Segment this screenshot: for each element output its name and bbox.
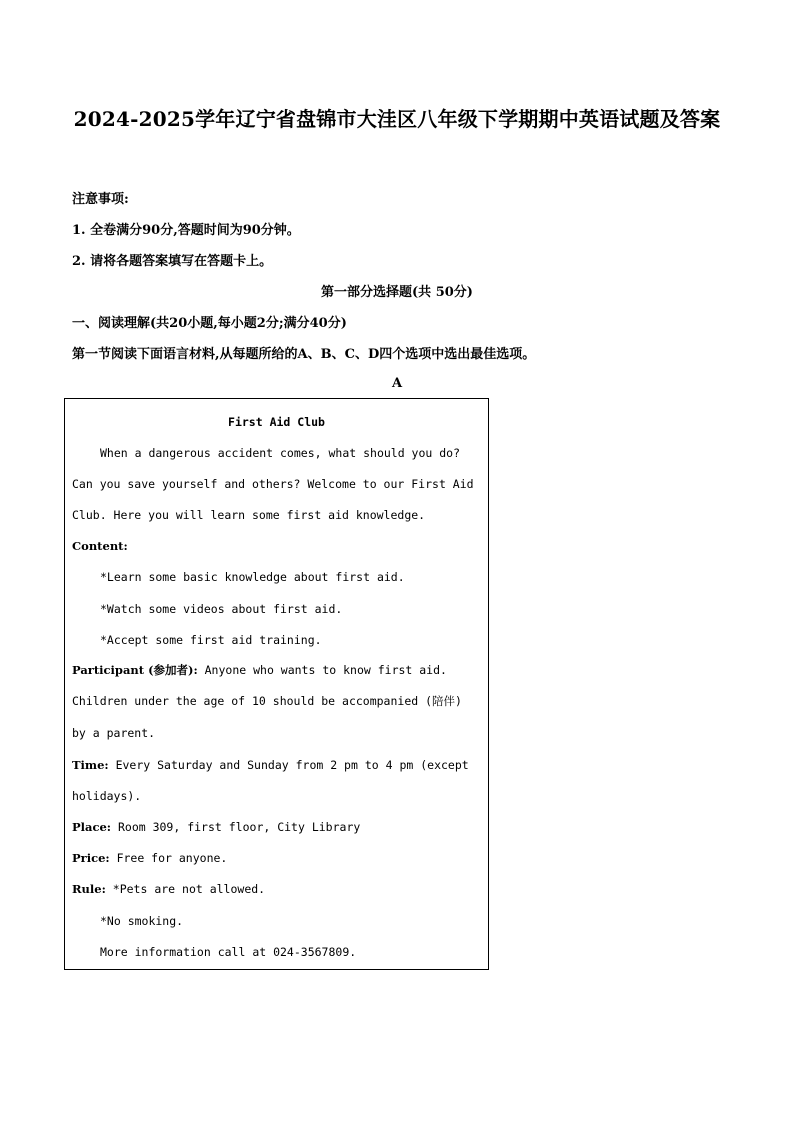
card-intro-line: When a dangerous accident comes, what should you do? xyxy=(100,446,461,460)
notes-heading: 注意事项: xyxy=(72,192,129,207)
rule-item: *No smoking. xyxy=(100,914,184,928)
rule-item: *Pets are not allowed. xyxy=(105,882,266,896)
content-item: *Accept some first aid training. xyxy=(100,633,322,647)
place-label: Place: xyxy=(72,820,112,834)
place-text: Room 309, first floor, City Library xyxy=(111,820,361,834)
notes-item-2: 2. 请将各题答案填写在答题卡上。 xyxy=(72,254,273,269)
part-title: 第一部分选择题(共 50分) xyxy=(321,285,473,300)
notes-item-1: 1. 全卷满分90分,答题时间为90分钟。 xyxy=(72,223,300,238)
more-info: More information call at 024-3567809. xyxy=(100,945,357,959)
instruction: 第一节阅读下面语言材料,从每题所给的A、B、C、D四个选项中选出最佳选项。 xyxy=(72,347,536,362)
time-text: Every Saturday and Sunday from 2 pm to 4 pm (except xyxy=(108,758,469,772)
place-row xyxy=(72,820,360,834)
card-intro-line: Club. Here you will learn some first aid knowledge. xyxy=(72,508,426,522)
participant-label: Participant (参加者): xyxy=(72,663,198,677)
time-line: holidays). xyxy=(72,789,142,803)
time-label: Time: xyxy=(72,758,109,772)
participant-text: Anyone who wants to know first aid. xyxy=(197,663,447,677)
content-label: Content: xyxy=(72,539,128,553)
passage-letter: A xyxy=(391,376,403,391)
rule-label: Rule: xyxy=(72,882,106,896)
content-item: *Learn some basic knowledge about first aid. xyxy=(100,570,405,584)
price-text: Free for anyone. xyxy=(109,851,228,865)
first-aid-club-card xyxy=(64,398,489,970)
participant-row xyxy=(72,662,447,678)
price-row xyxy=(72,851,227,865)
document-title: 2024-2025学年辽宁省盘锦市大洼区八年级下学期期中英语试题及答案 xyxy=(73,107,721,131)
content-item: *Watch some videos about first aid. xyxy=(100,602,343,616)
participant-line: by a parent. xyxy=(72,726,156,740)
price-label: Price: xyxy=(72,851,110,865)
card-intro-line: Can you save yourself and others? Welcome to our First Aid xyxy=(72,477,474,491)
rule-row xyxy=(72,882,265,896)
section-title: 一、阅读理解(共20小题,每小题2分;满分40分) xyxy=(72,316,347,331)
participant-line: Children under the age of 10 should be accompanied (陪伴) xyxy=(72,694,462,708)
time-row xyxy=(72,758,469,772)
card-title: First Aid Club xyxy=(228,415,325,429)
